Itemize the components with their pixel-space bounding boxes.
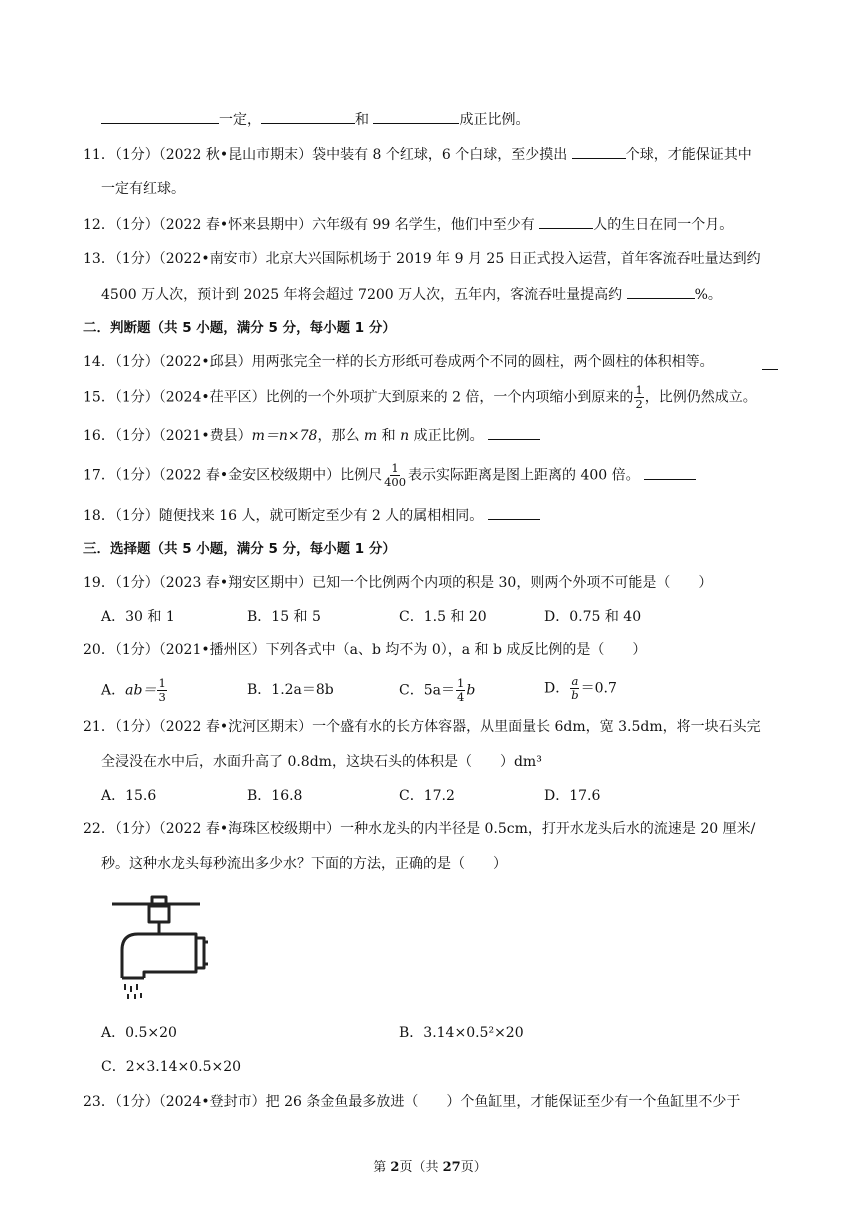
option-c[interactable]: C．5a＝ $\frac{1}{4}$ b <box>399 676 476 704</box>
question-14: 14．（1分）（2022•邱县）用两张完全一样的长方形纸可卷成两个不同的圆柱，两个圆柱的体积相等。 <box>83 354 714 370</box>
answer-blank[interactable] <box>373 109 459 124</box>
question-22-cont: 秒。这种水龙头每秒流出多少水？下面的方法，正确的是（ ） <box>101 856 507 872</box>
question-11-cont: 一定有红球。 <box>101 181 185 197</box>
option-b[interactable]: B．1.2a＝8b <box>247 682 334 698</box>
question-13: 13．（1分）（2022•南安市）北京大兴国际机场于 2019 年 9 月 25 日正式投入运营，首年客流吞吐量达到约 <box>83 251 761 267</box>
page-footer: 第 2页（共 27页） <box>373 1160 487 1175</box>
answer-blank[interactable] <box>762 355 778 370</box>
question-12: 12．（1分）（2022 春•怀来县期中）六年级有 99 名学生，他们中至少有 人的生日在同一个月。 <box>83 214 733 235</box>
option-b[interactable]: B．3.14×0.5²×20 <box>399 1025 524 1041</box>
option-a[interactable]: A．30 和 1 <box>101 609 175 625</box>
question-21: 21．（1分）（2022 春•沈河区期末）一个盛有水的长方体容器，从里面量长 6dm，宽 3.5dm，将一块石头完 <box>83 719 761 735</box>
question-11: 11．（1分）（2022 秋•昆山市期末）袋中装有 8 个红球，6 个白球，至少摸出 个球，才能保证其中 <box>83 144 752 165</box>
question-19: 19．（1分）（2023 春•翔安区期中）已知一个比例两个内项的积是 30，则两个外项不可能是（ ） <box>83 575 713 591</box>
answer-blank[interactable] <box>488 425 540 440</box>
option-a[interactable]: A．0.5×20 <box>101 1025 177 1041</box>
option-a[interactable]: A．15.6 <box>101 788 157 804</box>
answer-blank[interactable] <box>644 465 696 480</box>
question-22: 22．（1分）（2022 春•海珠区校级期中）一种水龙头的内半径是 0.5cm，打开水龙头后水的流速是 20 厘米/ <box>83 821 756 837</box>
fraction: $\frac{a}{b}$ <box>571 674 579 702</box>
page-total: 27 <box>442 1160 461 1175</box>
question-18: 18．（1分）随便找来 16 人，就可断定至少有 2 人的属相相同。 <box>83 505 540 526</box>
option-c[interactable]: C．1.5 和 20 <box>399 609 487 625</box>
q10-continuation: 一定， 和 成正比例。 <box>101 109 529 130</box>
answer-blank[interactable] <box>101 109 219 124</box>
answer-blank[interactable] <box>539 214 593 229</box>
question-13-cont: 4500 万人次，预计到 2025 年将会超过 7200 万人次，五年内，客流吞吐量提高约 %。 <box>101 284 722 305</box>
option-d[interactable]: D．17.6 <box>544 788 601 804</box>
option-a[interactable]: A．ab＝ $\frac{1}{3}$ <box>101 676 166 704</box>
question-15: 15．（1分）（2024•茌平区）比例的一个外项扩大到原来的 2 倍，一个内项缩小到原来的 $\frac{1}{2}$ ，比例仍然成立。 <box>83 383 757 411</box>
section-2-heading: 二．判断题（共 5 小题，满分 5 分，每小题 1 分） <box>83 320 396 336</box>
fraction: $\frac{1}{400}$ <box>384 461 407 489</box>
option-b[interactable]: B．15 和 5 <box>247 609 321 625</box>
fraction: $\frac{1}{3}$ <box>158 676 166 704</box>
option-c[interactable]: C．2×3.14×0.5×20 <box>101 1059 242 1075</box>
question-20: 20．（1分）（2021•播州区）下列各式中（a、b 均不为 0），a 和 b 成反比例的是（ ） <box>83 642 647 658</box>
option-b[interactable]: B．16.8 <box>247 788 303 804</box>
page-number: 2 <box>390 1160 400 1175</box>
answer-blank[interactable] <box>572 144 626 159</box>
fraction: $\frac{1}{4}$ <box>456 676 465 704</box>
option-d[interactable]: D． $\frac{a}{b}$ ＝0.7 <box>544 674 617 702</box>
section-3-heading: 三．选择题（共 5 小题，满分 5 分，每小题 1 分） <box>83 541 396 557</box>
answer-blank[interactable] <box>261 109 355 124</box>
question-16: 16．（1分）（2021•费县）m＝n×78，那么 m 和 n 成正比例。 <box>83 425 540 446</box>
answer-blank[interactable] <box>488 505 540 520</box>
question-21-cont: 全浸没在水中后，水面升高了 0.8dm，这块石头的体积是（ ）dm³ <box>101 754 542 770</box>
option-c[interactable]: C．17.2 <box>399 788 455 804</box>
fraction: $\frac{1}{2}$ <box>635 383 643 411</box>
question-17: 17．（1分）（2022 春•金安区校级期中）比例尺 $\frac{1}{400}$ 表示实际距离是图上距离的 400 倍。 <box>83 462 696 489</box>
faucet-icon <box>104 892 214 1004</box>
option-d[interactable]: D．0.75 和 40 <box>544 609 642 625</box>
question-23: 23．（1分）（2024•登封市）把 26 条金鱼最多放进（ ）个鱼缸里，才能保证至少有一个鱼缸里不少于 <box>83 1094 741 1110</box>
answer-blank[interactable] <box>627 284 695 299</box>
